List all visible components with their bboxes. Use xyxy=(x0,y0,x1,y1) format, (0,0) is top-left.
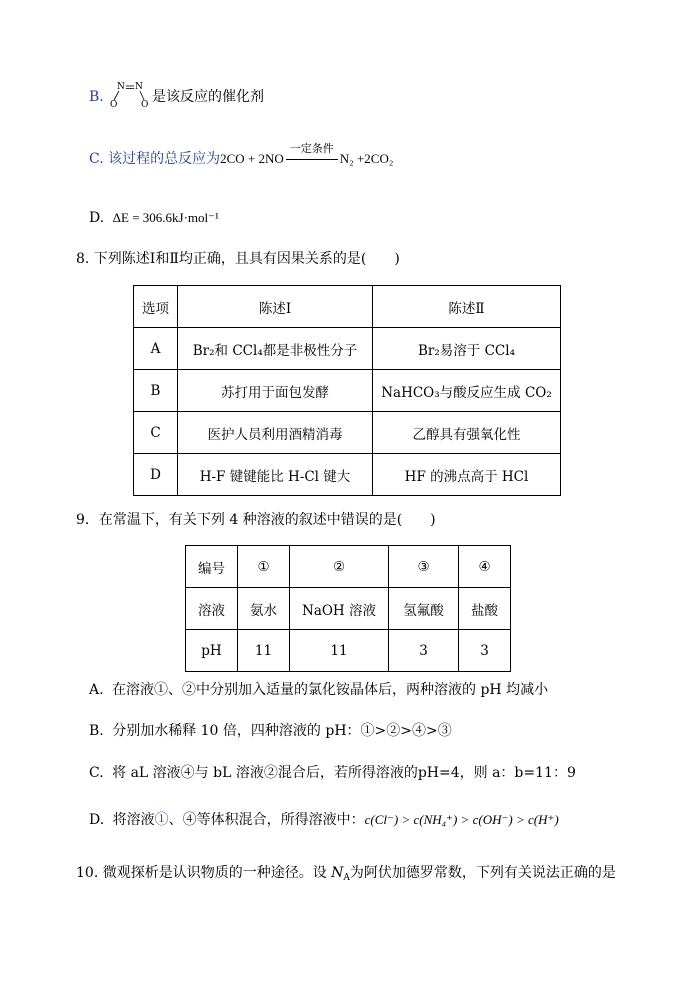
option-text: 将 aL 溶液④与 bL 溶液②混合后，若所得溶液的pH=4，则 a：b=11：9 xyxy=(112,765,576,781)
table-cell: 苏打用于面包发酵 xyxy=(178,370,373,412)
table-cell: ② xyxy=(290,546,389,588)
q9-option-a xyxy=(89,681,548,699)
table-cell: 盐酸 xyxy=(459,588,511,630)
table-row xyxy=(134,328,561,370)
option-text-pre: 将溶液 xyxy=(112,812,155,828)
option-circled-number: ① xyxy=(154,812,169,828)
q10-stem-pre: 10. 微观探析是认识物质的一种途径。设 xyxy=(76,865,332,881)
table-cell: C xyxy=(134,412,178,454)
table-cell: 11 xyxy=(290,630,389,672)
table-cell: 3 xyxy=(459,630,511,672)
table-row xyxy=(186,546,511,588)
q9-stem: 9．在常温下，有关下列 4 种溶液的叙述中错误的是( ) xyxy=(76,512,436,528)
avogadro-symbol: N xyxy=(331,865,344,881)
option-text-mid: 、④等体积混合，所得溶液中： xyxy=(168,812,365,828)
table-cell: NaHCO₃与酸反应生成 CO₂ xyxy=(373,370,561,412)
q8-table xyxy=(133,285,561,496)
table-cell: 乙醇具有强氧化性 xyxy=(373,412,561,454)
q8-stem: 8. 下列陈述Ⅰ和Ⅱ均正确，且具有因果关系的是( ) xyxy=(76,251,400,267)
table-cell: ③ xyxy=(389,546,459,588)
option-c-eq-left: 2CO + 2NO xyxy=(220,151,284,166)
table-cell: 医护人员利用酒精消毒 xyxy=(178,412,373,454)
option-b-structure xyxy=(110,80,152,108)
option-c-text: 该过程的总反应为 xyxy=(108,151,221,167)
table-cell: D xyxy=(134,454,178,496)
svg-text:N: N xyxy=(117,82,125,92)
table-cell: HF 的沸点高于 HCl xyxy=(373,454,561,496)
option-letter: D. xyxy=(89,812,105,828)
table-cell: ④ xyxy=(459,546,511,588)
table-row xyxy=(134,454,561,496)
q10-stem-post: 为阿伏加德罗常数，下列有关说法正确的是 xyxy=(349,865,616,881)
table-header-cell: 陈述Ⅱ xyxy=(373,286,561,328)
table-cell: NaOH 溶液 xyxy=(290,588,389,630)
table-cell: Br₂易溶于 CCl₄ xyxy=(373,328,561,370)
svg-text:N: N xyxy=(135,82,143,92)
q10-stem xyxy=(76,864,616,887)
option-letter: C. xyxy=(89,765,104,781)
table-row xyxy=(134,286,561,328)
option-b xyxy=(89,88,104,106)
table-cell: 11 xyxy=(238,630,290,672)
table-row xyxy=(186,588,511,630)
option-letter: A. xyxy=(89,682,104,698)
table-row xyxy=(186,630,511,672)
q9-table xyxy=(185,545,511,672)
option-c xyxy=(89,142,394,168)
option-b-letter: B. xyxy=(89,89,104,105)
reaction-arrow xyxy=(286,142,338,168)
option-letter: B. xyxy=(89,723,104,739)
q9-option-c xyxy=(89,764,576,782)
option-b-text: 是该反应的催化剂 xyxy=(152,89,264,105)
option-d-letter: D. xyxy=(89,210,105,226)
table-header-cell: 选项 xyxy=(134,286,178,328)
option-text: 在溶液①、②中分别加入适量的氯化铵晶体后，两种溶液的 pH 均减小 xyxy=(112,682,549,698)
table-cell: 3 xyxy=(389,630,459,672)
table-cell: Br₂和 CCl₄都是非极性分子 xyxy=(178,328,373,370)
svg-text:O: O xyxy=(141,100,149,108)
q9-option-d xyxy=(89,811,559,829)
azo-dioxide-structure-icon xyxy=(110,80,152,108)
table-cell: 氨水 xyxy=(238,588,290,630)
table-cell: 溶液 xyxy=(186,588,238,630)
reaction-condition: 一定条件 xyxy=(289,142,334,155)
option-c-letter: C. xyxy=(89,151,104,167)
option-text: 分别加水稀释 10 倍，四种溶液的 pH：①>②>④>③ xyxy=(112,723,452,739)
table-cell: 编号 xyxy=(186,546,238,588)
option-c-eq-right: N₂ +2CO₂ xyxy=(339,151,394,166)
option-d-text: ΔE = 306.6kJ·mol⁻¹ xyxy=(112,210,219,225)
option-d xyxy=(89,209,219,227)
table-cell: pH xyxy=(186,630,238,672)
table-cell: H-F 键键能比 H-Cl 键大 xyxy=(178,454,373,496)
svg-text:O: O xyxy=(110,100,118,108)
table-cell: ① xyxy=(238,546,290,588)
table-header-cell: 陈述Ⅰ xyxy=(178,286,373,328)
option-formula: c(Cl⁻) > c(NH₄⁺) > c(OH⁻) > c(H⁺) xyxy=(364,812,559,827)
table-cell: 氢氟酸 xyxy=(389,588,459,630)
q9-option-b xyxy=(89,722,452,740)
table-row xyxy=(134,412,561,454)
table-cell: A xyxy=(134,328,178,370)
avogadro-sub: A xyxy=(343,873,350,883)
table-cell: B xyxy=(134,370,178,412)
table-row xyxy=(134,370,561,412)
